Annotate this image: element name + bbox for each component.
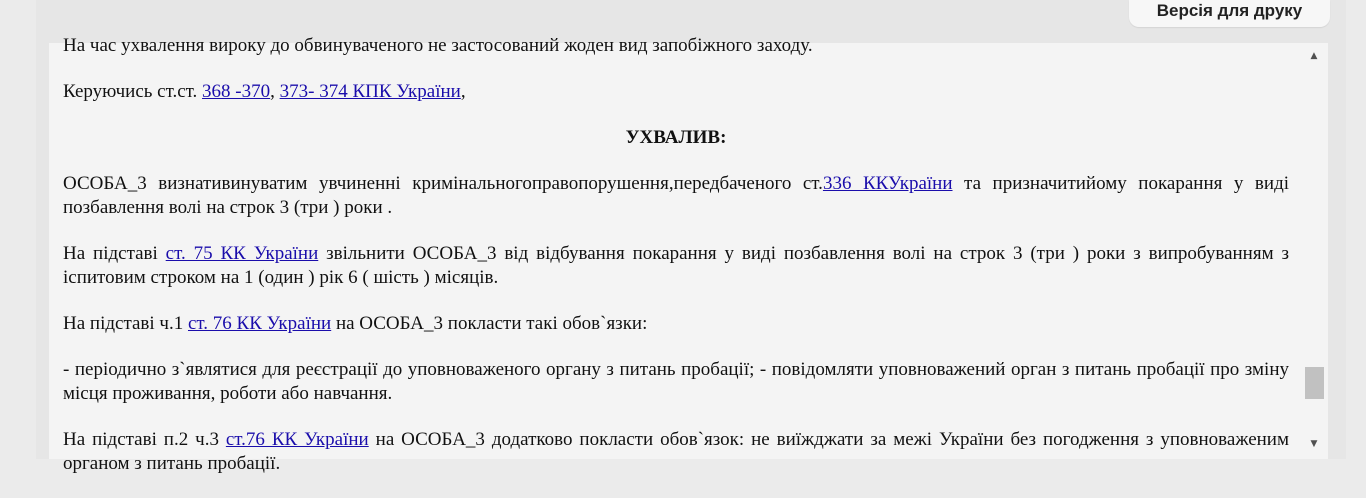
- heading-decided: УХВАЛИВ:: [625, 127, 727, 148]
- link-kk-76[interactable]: ст. 76 КК України: [187, 313, 332, 334]
- paragraph-preventive-measure: На час ухвалення вироку до обвинуваченого не застосований жоден вид запобіжного заходу.: [63, 35, 813, 56]
- link-kpk-373-374[interactable]: 373- 374 КПК України: [279, 81, 461, 102]
- document-text: [63, 34, 1289, 498]
- text: ,: [460, 81, 466, 102]
- scroll-down-icon[interactable]: ▼: [1310, 439, 1318, 449]
- paragraph-verdict: [63, 172, 1289, 220]
- link-kk-76-p2[interactable]: ст.76 КК України: [225, 429, 369, 450]
- print-version-button[interactable]: Версія для друку: [1129, 0, 1330, 27]
- paragraph-obligations: [63, 312, 1289, 336]
- link-kk-336[interactable]: 336 ККУкраїни: [822, 173, 953, 194]
- link-kk-75[interactable]: ст. 75 КК України: [165, 243, 319, 264]
- text: на ОСОБА_3 покласти такі обов`язки:: [331, 313, 648, 334]
- link-kpk-368-370[interactable]: 368 -370: [202, 81, 271, 102]
- paragraph-guided-by: [63, 80, 1289, 104]
- text: ОСОБА_3 визнативинуватим увчиненні кримінальногоправопорушення,передбаченого ст.: [63, 173, 823, 194]
- scroll-up-icon[interactable]: ▲: [1310, 51, 1318, 61]
- paragraph-additional-obligation: [63, 428, 1289, 476]
- paragraph-obligation-list: - періодично з`являтися для реєстрації до уповноваженого органу з питань пробації; - повідомляти уповноважений орган з питань пробації про зміну місця проживання, роботи або навчання.: [63, 359, 1289, 404]
- text: звільнити ОСОБА_3 від відбування покарання у виді позбавлення волі на строк 3 (три ) роки з випробуванням з іспитовим строком на 1 (один ) рік 6 ( шість ) місяців.: [63, 243, 1289, 288]
- text: На підставі ч.1: [63, 313, 188, 334]
- text: ,: [270, 81, 280, 102]
- text: на ОСОБА_3 додатково покласти обов`язок: не виїжджати за межі України без погодження з уповноваженим органом з питань пробації.: [63, 429, 1289, 474]
- scrollbar-thumb[interactable]: [1305, 367, 1324, 399]
- text: та призначитийому покарання у виді позбавлення волі на строк 3 (три ) роки .: [63, 173, 1290, 218]
- text: На підставі п.2 ч.3: [63, 429, 226, 450]
- paragraph-probation: [63, 242, 1289, 290]
- document-frame: [49, 35, 1328, 474]
- text: На підставі: [63, 243, 166, 264]
- text: Керуючись ст.ст.: [63, 81, 203, 102]
